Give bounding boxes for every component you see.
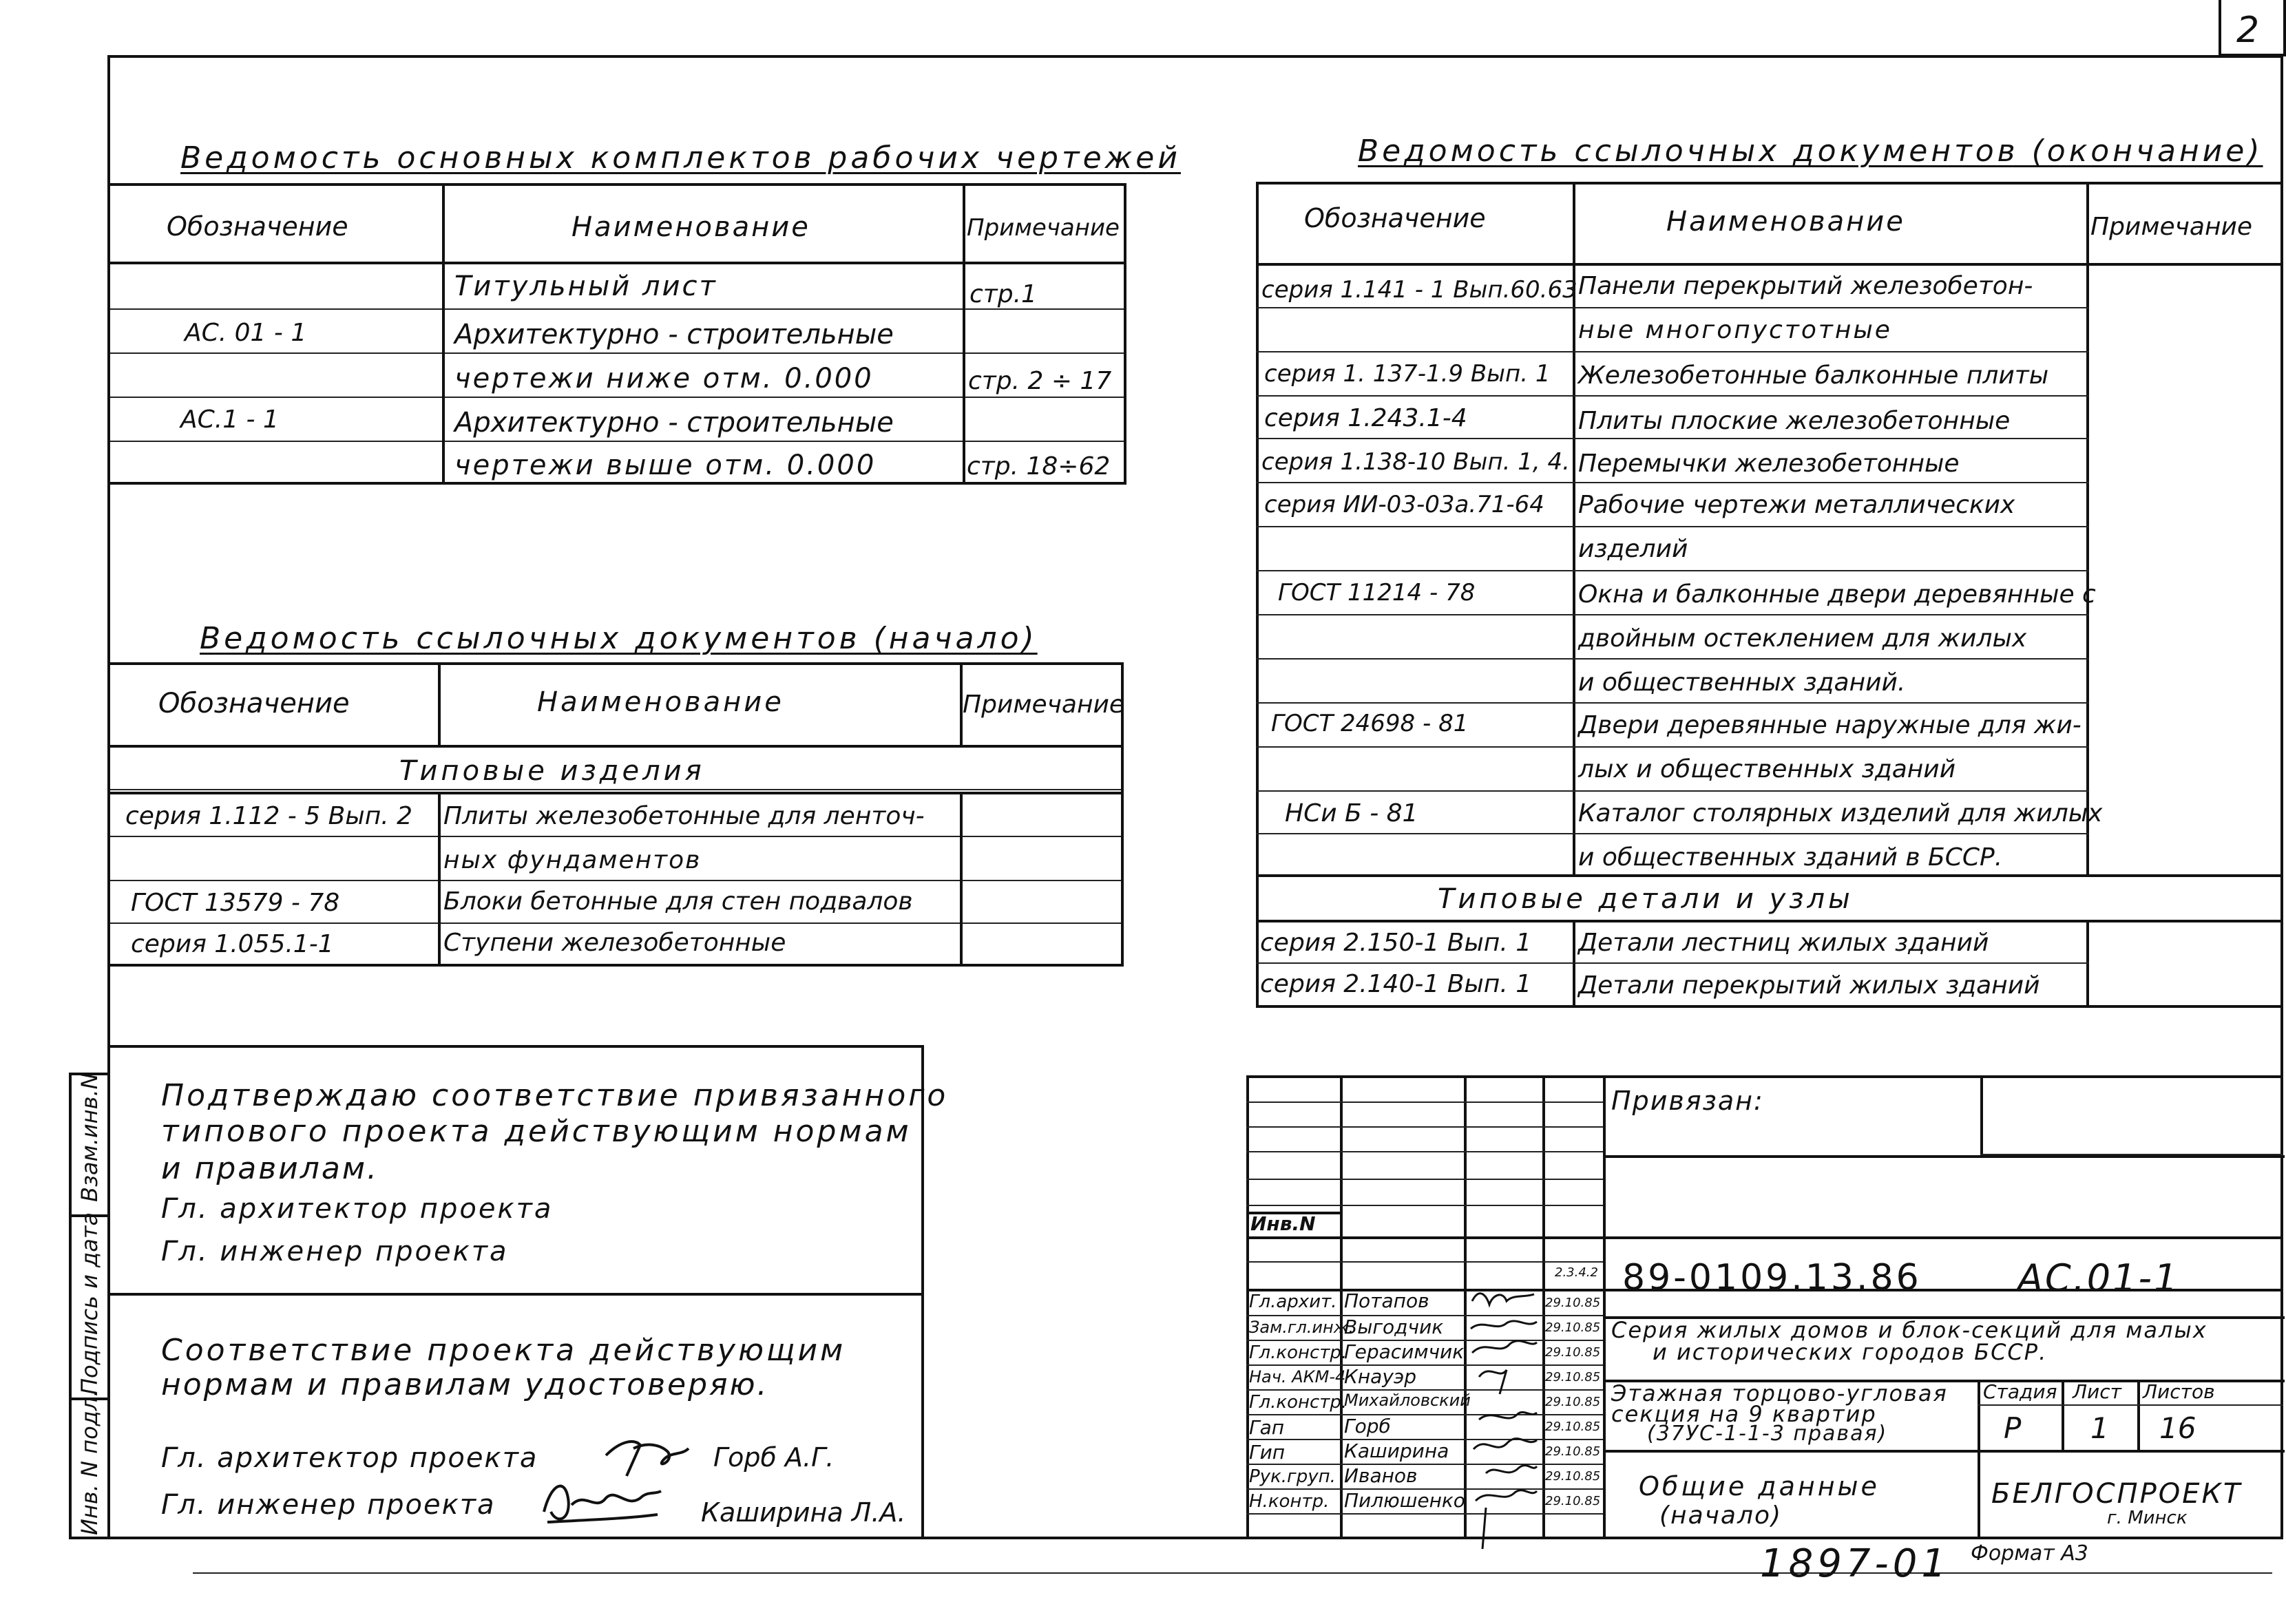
person-1-date: 29.10.85 xyxy=(1545,1296,1601,1310)
compliance-eng: Гл. инженер проекта xyxy=(161,1489,496,1521)
t2-header-note: Примечание xyxy=(963,690,1125,719)
t2-row1-name: Плиты железобетонные для ленточ- xyxy=(443,802,925,830)
person-7-role: Гип xyxy=(1249,1441,1286,1464)
stamp-stage-header: Стадия xyxy=(1983,1380,2057,1403)
person-6-role: Гап xyxy=(1249,1416,1285,1439)
person-9-role: Н.контр. xyxy=(1249,1491,1330,1512)
t3-r11-code: ГОСТ 24698 - 81 xyxy=(1271,710,1469,737)
t3-r10-name: и общественных зданий. xyxy=(1578,668,1906,697)
stamp-doc-l1: Общие данные xyxy=(1639,1471,1880,1501)
t3-r4-name: Плиты плоские железобетонные xyxy=(1578,407,2011,435)
stamp-inv: Инв.N xyxy=(1250,1212,1316,1235)
t1-header-note: Примечание xyxy=(967,214,1120,242)
t2-header-name: Наименование xyxy=(537,686,784,718)
t3-r15-name: Детали лестниц жилых зданий xyxy=(1578,929,1989,957)
person-6-name: Горб xyxy=(1344,1415,1391,1437)
t3-r5-code: серия 1.138-10 Вып. 1, 4. xyxy=(1261,448,1570,476)
compliance-line1: Соответствие проекта действующим xyxy=(161,1333,846,1368)
person-4-role: Нач. АКМ-4 xyxy=(1249,1367,1346,1386)
stamp-signatures xyxy=(1465,1267,1542,1556)
t3-r6-code: серия ИИ-03-03а.71-64 xyxy=(1264,491,1544,518)
t1-row3-name: чертежи ниже отм. 0.000 xyxy=(454,363,874,394)
stamp-section-l2: секция на 9 квартир xyxy=(1611,1401,1877,1427)
person-3-date: 29.10.85 xyxy=(1545,1345,1601,1360)
t3-r16-code: серия 2.140-1 Вып. 1 xyxy=(1260,970,1532,998)
person-5-name: Михайловский xyxy=(1344,1391,1471,1410)
person-3-name: Герасимчик xyxy=(1344,1340,1465,1363)
stamp-sheets: 16 xyxy=(2159,1411,2196,1445)
t3-r8-name: Окна и балконные двери деревянные с xyxy=(1578,580,2096,609)
stamp-sheets-header: Листов xyxy=(2143,1380,2215,1403)
t3-header-code: Обозначение xyxy=(1304,203,1486,233)
t3-header-note: Примечание xyxy=(2090,213,2253,241)
t2-section: Типовые изделия xyxy=(399,755,705,787)
t3-r16-name: Детали перекрытий жилых зданий xyxy=(1578,971,2040,1000)
main-sets-title: Ведомость основных комплектов рабочих чертежей xyxy=(180,140,1181,176)
person-8-name: Иванов xyxy=(1344,1464,1418,1487)
t2-row3-name: Блоки бетонные для стен подвалов xyxy=(443,887,913,916)
t3-r1-code: серия 1.141 - 1 Вып.60.63 xyxy=(1261,276,1577,304)
approval-arch: Гл. архитектор проекта xyxy=(161,1193,554,1225)
t1-row1-name: Титульный лист xyxy=(454,271,717,302)
t1-row4-code: АС.1 - 1 xyxy=(180,405,279,434)
person-2-role: Зам.гл.инж. xyxy=(1249,1318,1354,1337)
stamp-city: г. Минск xyxy=(2107,1508,2188,1528)
ref-end-title: Ведомость ссылочных документов (окончание) xyxy=(1358,134,2263,169)
t3-r14-name: и общественных зданий в БССР. xyxy=(1578,843,2003,872)
t1-row1-note: стр.1 xyxy=(969,280,1037,308)
t1-row3-note: стр. 2 ÷ 17 xyxy=(968,367,1112,395)
t3-r5-name: Перемычки железобетонные xyxy=(1578,450,1960,478)
t1-row4-name: Архитектурно - строительные xyxy=(454,407,894,439)
t3-r12-name: лых и общественных зданий xyxy=(1578,755,1956,783)
person-3-role: Гл.констр. xyxy=(1249,1342,1348,1363)
approval-line1: Подтверждаю соответствие привязанного xyxy=(161,1078,949,1113)
t3-r7-name: изделий xyxy=(1578,535,1688,563)
stamp-stage: Р xyxy=(2004,1411,2022,1445)
ref-start-title: Ведомость ссылочных документов (начало) xyxy=(200,621,1038,656)
t1-row2-name: Архитектурно - строительные xyxy=(454,319,894,350)
t3-r13-code: НСи Б - 81 xyxy=(1285,799,1418,827)
t3-section: Типовые детали и узлы xyxy=(1438,883,1854,915)
t1-row2-code: АС. 01 - 1 xyxy=(185,319,307,347)
footer-number: 1897-01 xyxy=(1760,1541,1950,1586)
stamp-designation: АС.01-1 xyxy=(2017,1256,2180,1300)
t2-row3-code: ГОСТ 13579 - 78 xyxy=(131,889,340,917)
person-9-name: Пилюшенко xyxy=(1344,1489,1465,1512)
side-label-signature: Подпись и дата xyxy=(76,1212,103,1395)
person-5-date: 29.10.85 xyxy=(1545,1395,1601,1409)
t3-r4-code: серия 1.243.1-4 xyxy=(1264,404,1467,432)
t1-row5-note: стр. 18÷62 xyxy=(967,452,1111,481)
side-label-replace: Взам.инв.N xyxy=(76,1073,103,1202)
signature-kashirina xyxy=(530,1470,668,1532)
t3-r11-name: Двери деревянные наружные для жи- xyxy=(1578,711,2081,739)
person-4-date: 29.10.85 xyxy=(1545,1370,1601,1384)
person-2-name: Выгодчик xyxy=(1344,1316,1444,1338)
t3-r3-name: Железобетонные балконные плиты xyxy=(1578,361,2049,390)
t2-row1-code: серия 1.112 - 5 Вып. 2 xyxy=(125,802,413,830)
stamp-sheet-header: Лист xyxy=(2073,1380,2121,1403)
t3-r8-code: ГОСТ 11214 - 78 xyxy=(1278,579,1476,607)
person-5-role: Гл.констр. xyxy=(1249,1392,1348,1413)
t3-r13-name: Каталог столярных изделий для жилых xyxy=(1578,799,2103,827)
t3-r6-name: Рабочие чертежи металлических xyxy=(1578,491,2015,519)
t2-row4-name: Ступени железобетонные xyxy=(443,929,786,957)
t3-header-name: Наименование xyxy=(1666,206,1905,238)
compliance-arch: Гл. архитектор проекта xyxy=(161,1442,538,1474)
side-label-inventory: Инв. N подл. xyxy=(76,1389,103,1535)
person-6-date: 29.10.85 xyxy=(1545,1420,1601,1434)
person-9-date: 29.10.85 xyxy=(1545,1494,1601,1508)
stamp-sheet: 1 xyxy=(2090,1411,2109,1445)
approval-line2: типового проекта действующим нормам xyxy=(161,1114,912,1149)
stamp-mini: 2.3.4.2 xyxy=(1555,1265,1598,1280)
person-1-role: Гл.архит. xyxy=(1249,1291,1337,1312)
t2-row4-code: серия 1.055.1-1 xyxy=(131,930,334,958)
sheet-number: 2 xyxy=(2236,10,2260,51)
stamp-series-l2: и исторических городов БССР. xyxy=(1653,1339,2048,1365)
approval-line3: и правилам. xyxy=(161,1151,379,1186)
compliance-eng-name: Каширина Л.А. xyxy=(701,1497,906,1528)
t2-header-code: Обозначение xyxy=(158,688,350,719)
person-1-name: Потапов xyxy=(1344,1289,1429,1312)
t1-header-code: Обозначение xyxy=(167,211,348,242)
stamp-section-l1: Этажная торцово-угловая xyxy=(1611,1380,1948,1406)
t1-row5-name: чертежи выше отм. 0.000 xyxy=(454,450,877,481)
person-2-date: 29.10.85 xyxy=(1545,1320,1601,1335)
footer-format: Формат А3 xyxy=(1971,1541,2088,1565)
stamp-code: 89-0109.13.86 xyxy=(1622,1257,1922,1298)
stamp-privyazan: Привязан: xyxy=(1611,1086,1764,1116)
t1-header-name: Наименование xyxy=(572,211,810,243)
t3-r15-code: серия 2.150-1 Вып. 1 xyxy=(1260,929,1532,957)
compliance-arch-name: Горб А.Г. xyxy=(713,1442,835,1473)
person-8-date: 29.10.85 xyxy=(1545,1469,1601,1484)
t3-r1-name: Панели перекрытий железобетон- xyxy=(1578,272,2033,300)
stamp-series-l1: Серия жилых домов и блок-секций для малых xyxy=(1611,1317,2208,1343)
t3-r2-name: ные многопустотные xyxy=(1578,316,1892,344)
person-7-name: Каширина xyxy=(1344,1440,1449,1462)
compliance-line2: нормам и правилам удостоверяю. xyxy=(161,1367,769,1402)
approval-eng: Гл. инженер проекта xyxy=(161,1236,509,1267)
stamp-org: БЕЛГОСПРОЕКТ xyxy=(1991,1478,2243,1510)
person-7-date: 29.10.85 xyxy=(1545,1444,1601,1459)
t3-r9-name: двойным остеклением для жилых xyxy=(1578,624,2027,653)
person-8-role: Рук.груп. xyxy=(1249,1466,1336,1487)
t2-row2-name: ных фундаментов xyxy=(443,846,702,874)
stamp-section-l3: (37УС-1-1-3 правая) xyxy=(1647,1422,1888,1446)
t3-r3-code: серия 1. 137-1.9 Вып. 1 xyxy=(1264,360,1551,388)
stamp-doc-l2: (начало) xyxy=(1659,1501,1783,1530)
person-4-name: Кнауэр xyxy=(1344,1365,1417,1388)
